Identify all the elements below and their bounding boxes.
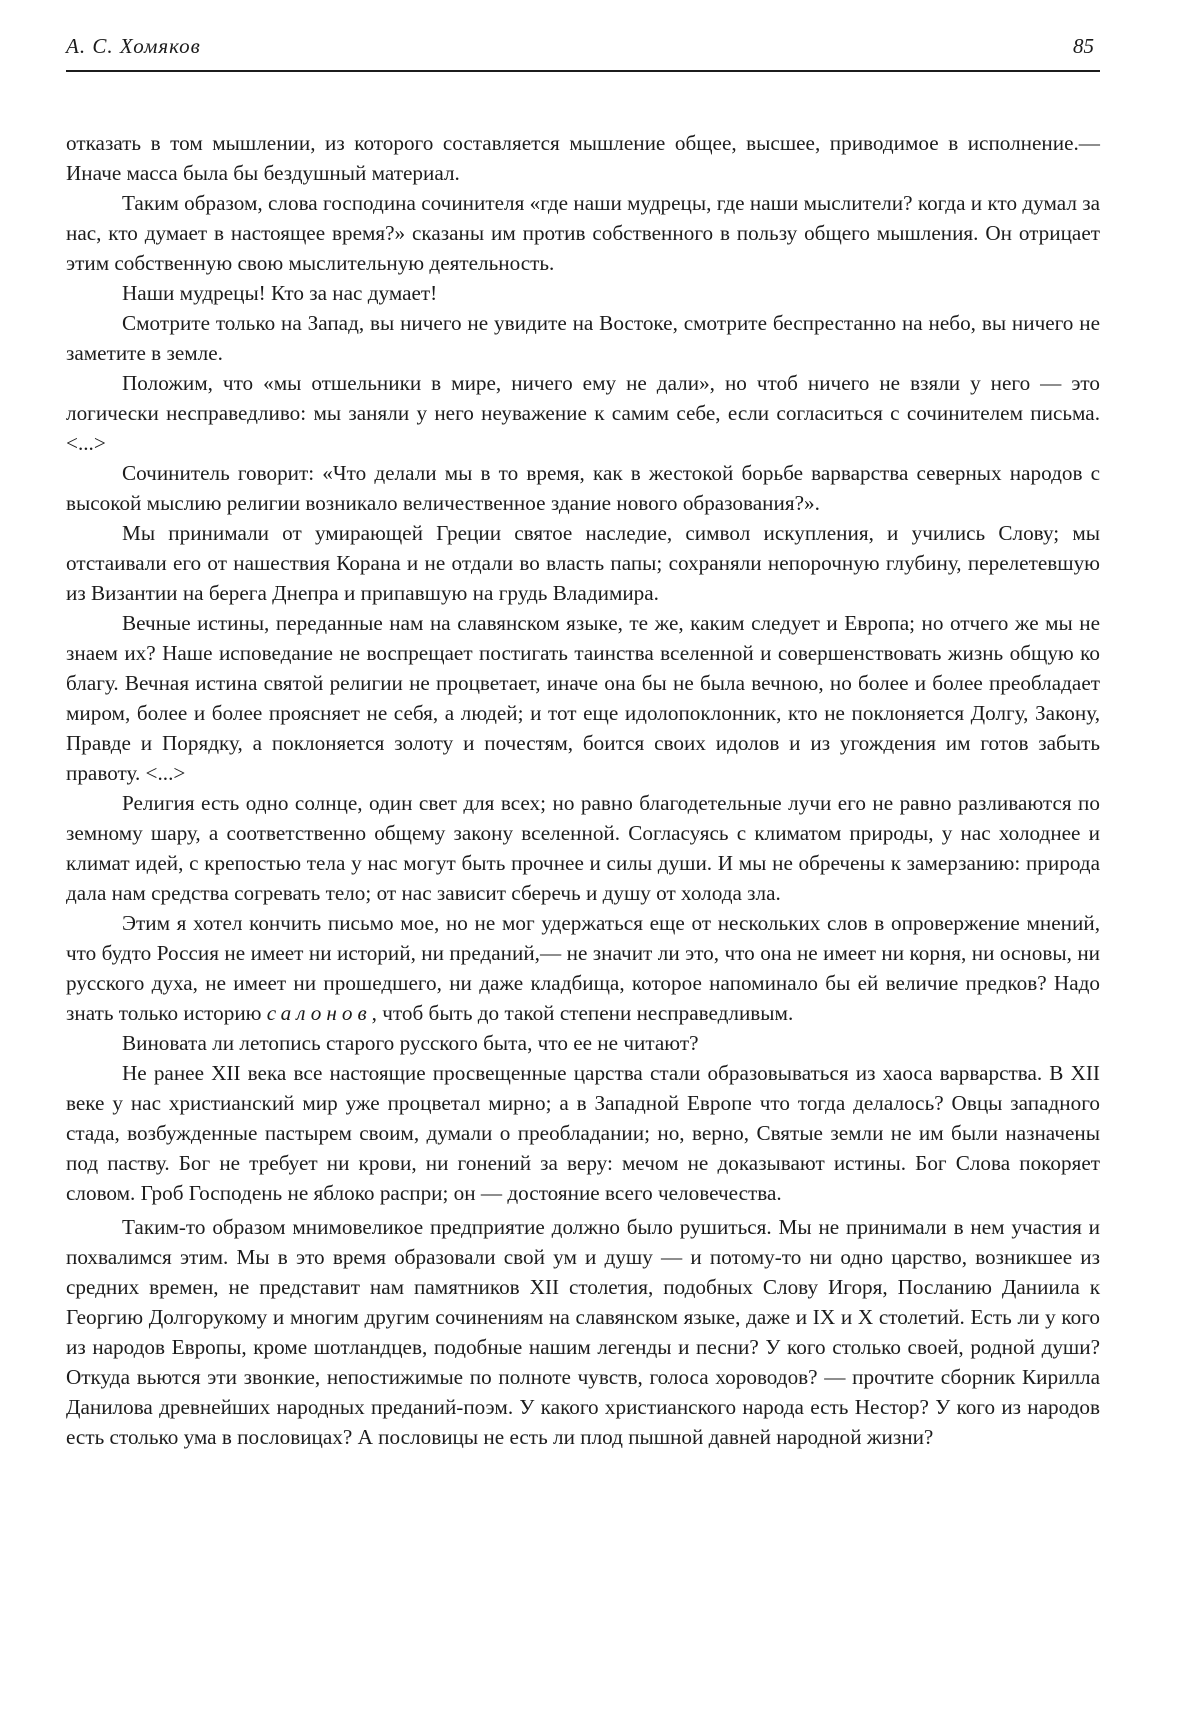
paragraph: Мы принимали от умирающей Греции святое наследие, символ искупления, и учились Слову; мы отстаивали его от нашествия Корана и не отдали во власть папы; сохраняли непорочную глубину, перелетевшую из Византии на берега Днепра и припавшую на грудь Владимира. (66, 521, 1100, 605)
paragraph (66, 908, 1100, 1028)
paragraph: Религия есть одно солнце, один свет для всех; но равно благодетельные лучи его не равно разливаются по земному шару, а соответственно общему закону вселенной. Согласуясь с климатом природы, у нас холоднее и климат идей, с крепостью тела у нас могут быть прочнее и силы души. И мы не обречены к замерзанию: природа дала нам средства согревать тело; от нас зависит сберечь и душу от холода зла. (66, 791, 1100, 905)
paragraph-text: , чтоб быть до такой степени несправедливым. (371, 1001, 794, 1025)
paragraph: Таким образом, слова господина сочинителя «где наши мудрецы, где наши мыслители? когда и кто думал за нас, кто думает в настоящее время?» сказаны им против собственного в пользу общего мышления. Он отрицает этим собственную свою мыслительную деятельность. (66, 191, 1100, 275)
paragraph: Не ранее XII века все настоящие просвещенные царства стали образовываться из хаоса варварства. В XII веке у нас христианский мир уже процветал мирно; а в Западной Европе что тогда делалось? Овцы западного стада, возбужденные пастырем своим, думали о преобладании; но, верно, Святые земли не им были назначены под паству. Бог не требует ни крови, ни гонений за веру: мечом не доказывают истины. Бог Слова покоряет словом. Гроб Господень не яблоко распри; он — достояние всего человечества. (66, 1061, 1100, 1205)
body-text (66, 128, 1100, 1452)
paragraph: Положим, что «мы отшельники в мире, ничего ему не дали», но чтоб ничего не взяли у него — это логически несправедливо: мы заняли у него неуважение к самим себе, если согласиться с сочинителем письма. <...> (66, 371, 1100, 455)
paragraph: Таким-то образом мнимовеликое предприятие должно было рушиться. Мы не принимали в нем участия и похвалимся этим. Мы в это время образовали свой ум и душу — и потому-то ни одно царство, возникшее из средних времен, не представит нам памятников XII столетия, подобных Слову Игоря, Посланию Даниила к Георгию Долгорукому и многим другим сочинениям на славянском языке, даже и IX и X столетий. Есть ли у кого из народов Европы, кроме шотландцев, подобные нашим легенды и песни? У кого столько своей, родной души? Откуда вьются эти звонкие, непостижимые по полноте чувств, голоса хороводов? — прочтите сборник Кирилла Данилова древнейших народных преданий-поэм. У какого христианского народа есть Нестор? У кого из народов есть столько ума в пословицах? А пословицы не есть ли плод пышной давней народной жизни? (66, 1215, 1100, 1449)
paragraph: Вечные истины, переданные нам на славянском языке, те же, каким следует и Европа; но отчего же мы не знаем их? Наше исповедание не воспрещает постигать таинства вселенной и совершенствовать жизнь общую ко благу. Вечная истина святой религии не процветает, иначе она бы не была вечною, но более и более преобладает миром, более и более проясняет не себя, а людей; и тот еще идолопоклонник, кто не поклоняется Долгу, Закону, Правде и Порядку, а поклоняется золоту и почестям, боится своих идолов и из угождения им готов забыть правоту. <...> (66, 611, 1100, 785)
author-name: А. С. Хомяков (66, 34, 201, 58)
paragraph: Виновата ли летопись старого русского быта, что ее не читают? (122, 1031, 699, 1055)
paragraph-text: Этим я хотел кончить письмо мое, но не мог удержаться еще от нескольких слов в опровержение мнений, что будто Россия не имеет ни историй, ни преданий,— не значит ли это, что она не имеет ни корня, ни основы, ни русского духа, не имеет ни прошедшего, ни даже кладбища, которое напоминало бы ей величие предков? Надо знать только историю (66, 911, 1100, 1025)
paragraph: отказать в том мышлении, из которого составляется мышление общее, высшее, приводимое в исполнение.— Иначе масса была бы бездушный материал. (66, 131, 1100, 185)
page-number: 85 (1073, 34, 1094, 58)
running-header (66, 30, 1100, 72)
paragraph: Смотрите только на Запад, вы ничего не увидите на Востоке, смотрите беспрестанно на небо, вы ничего не заметите в земле. (66, 311, 1100, 365)
paragraph: Наши мудрецы! Кто за нас думает! (122, 281, 438, 305)
spaced-emphasis: салонов (266, 1001, 372, 1025)
paragraph: Сочинитель говорит: «Что делали мы в то время, как в жестокой борьбе варварства северных народов с высокой мыслию религии возникало величественное здание нового образования?». (66, 461, 1100, 515)
